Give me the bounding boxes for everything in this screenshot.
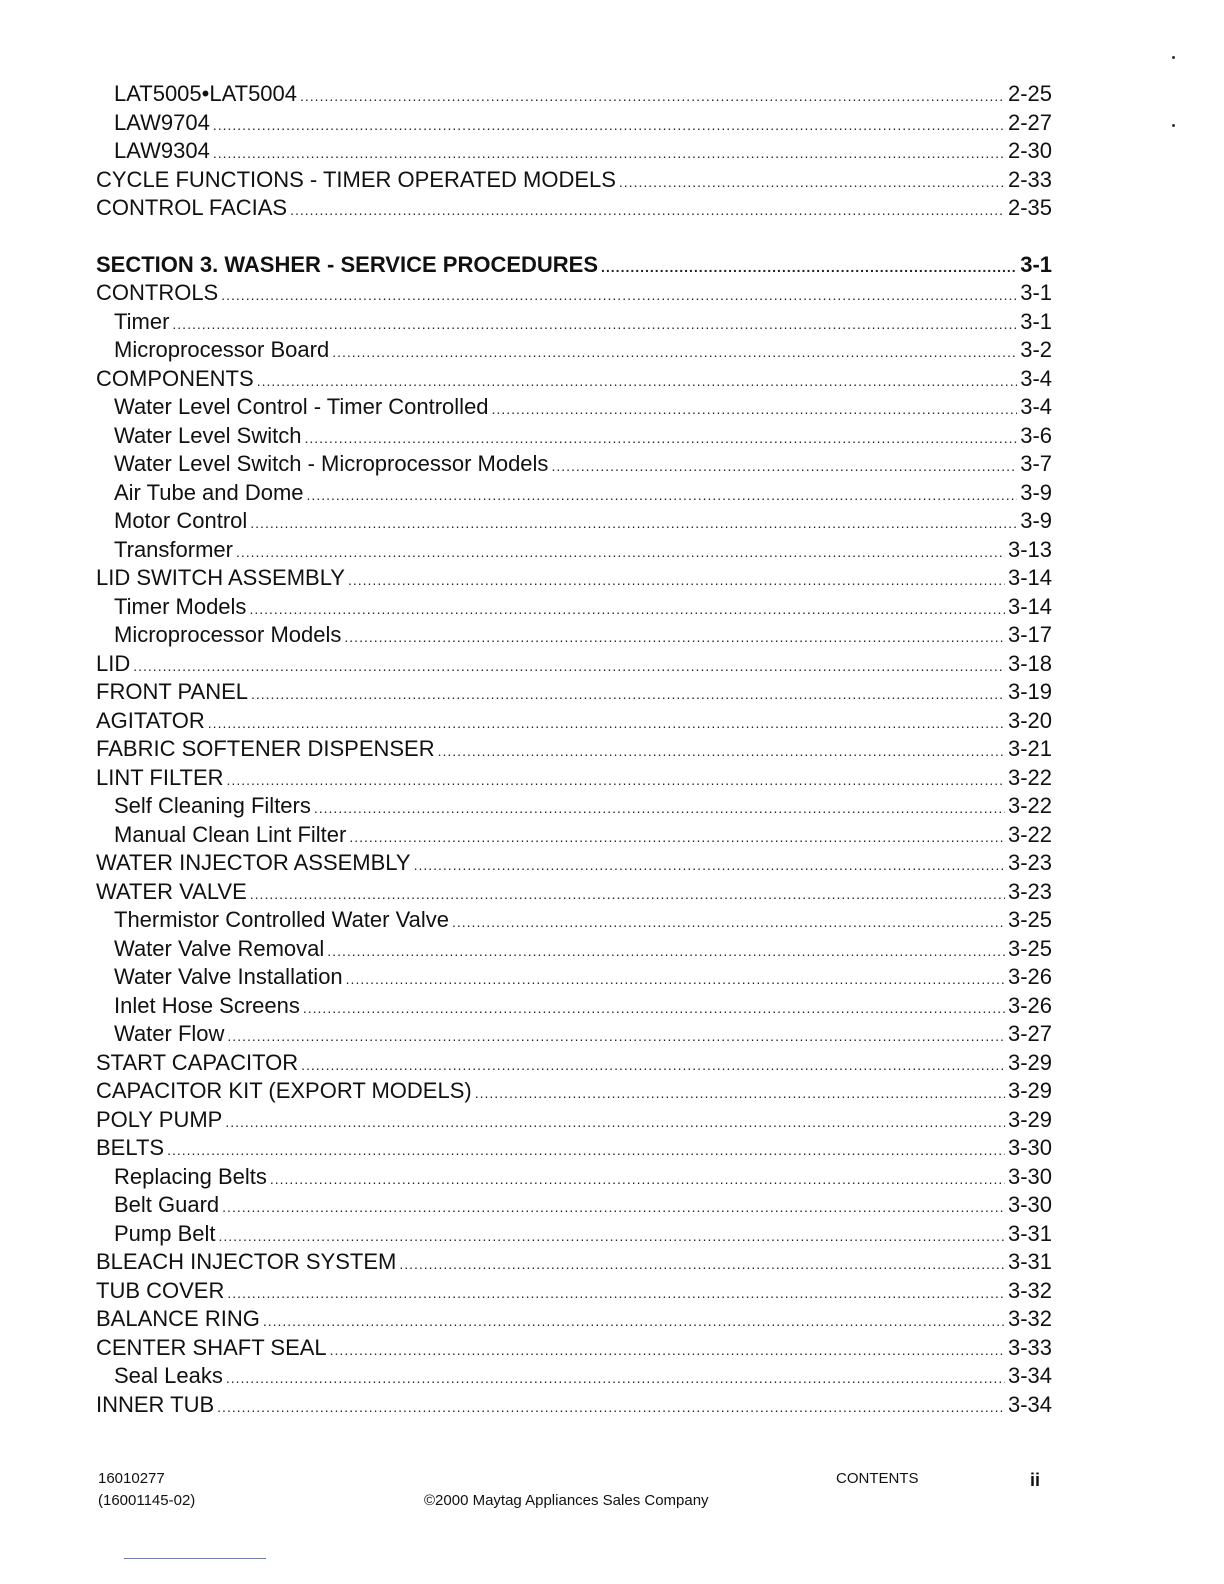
toc-entry[interactable] [96,1049,1052,1078]
dot-leader [167,1136,1005,1165]
dot-leader [619,168,1005,197]
toc-entry[interactable] [96,906,1052,935]
toc-entry[interactable] [96,109,1052,138]
toc-entry-label: LID [96,650,131,676]
toc-entry-page: 2-25 [1007,81,1052,106]
toc-entry-page: 3-1 [1020,308,1052,334]
toc-entry-page: 3-22 [1007,793,1052,818]
dot-leader [213,111,1005,140]
toc-entry-page: 3-25 [1007,907,1052,932]
dot-leader [438,737,1005,766]
dot-leader [327,937,1005,966]
toc-entry-page: 3-32 [1007,1306,1052,1331]
dot-leader [249,595,1005,624]
dot-leader [399,1250,1005,1279]
toc-entry[interactable] [96,1106,1052,1135]
toc-entry-label: LAW9304 [114,138,210,163]
toc-entry-page: 3-22 [1007,821,1052,847]
toc-entry-label: WATER INJECTOR ASSEMBLY [96,850,411,875]
toc-entry[interactable] [96,764,1052,793]
dot-leader [257,367,1018,396]
toc-entry[interactable] [96,735,1052,764]
dot-leader [330,1336,1005,1365]
dot-leader [303,994,1005,1023]
toc-entry-label: CENTER SHAFT SEAL [96,1334,327,1360]
toc-entry-label: Water Valve Installation [114,964,343,989]
dot-leader [208,709,1005,738]
toc-entry[interactable] [96,707,1052,736]
dot-leader [226,1364,1005,1393]
dot-leader [221,281,1017,310]
toc-entry-label: INNER TUB [96,1391,215,1417]
dot-leader [217,1393,1005,1422]
toc-entry-page: 2-35 [1007,195,1052,220]
toc-entry-page: 3-6 [1020,422,1052,448]
toc-entry[interactable] [96,137,1052,166]
toc-entry[interactable] [96,963,1052,992]
toc-entry-page: 3-18 [1007,650,1052,676]
toc-entry[interactable] [96,650,1052,679]
toc-entry-page: 3-29 [1007,1049,1052,1075]
toc-entry[interactable] [96,1077,1052,1106]
toc-entry-label: Water Level Control - Timer Controlled [114,394,489,419]
toc-entry-page: 3-27 [1007,1021,1052,1046]
toc-entry-label: LINT FILTER [96,764,224,790]
toc-entry[interactable] [96,593,1052,622]
toc-entry-label: Replacing Belts [114,1163,267,1189]
toc-entry-page: 3-25 [1007,935,1052,961]
toc-entry-page: 3-17 [1007,622,1052,647]
toc-entry-page: 3-26 [1007,992,1052,1018]
toc-entry-label: Motor Control [114,508,248,533]
toc-entry[interactable] [96,279,1052,308]
toc-entry-page: 3-30 [1007,1163,1052,1189]
footer-section-label: CONTENTS [836,1470,919,1487]
copyright-notice: ©2000 Maytag Appliances Sales Company [424,1492,709,1509]
toc-entry-page: 3-23 [1007,878,1052,904]
toc-entry-label: SECTION 3. WASHER - SERVICE PROCEDURES [96,251,599,277]
toc-entry-page: 3-30 [1007,1192,1052,1217]
toc-entry-label: Seal Leaks [114,1363,223,1388]
toc-entry-label: Water Flow [114,1021,225,1046]
toc-entry-label: POLY PUMP [96,1106,223,1132]
toc-entry-page: 3-1 [1020,251,1052,277]
dot-leader [344,623,1005,652]
toc-entry[interactable] [96,878,1052,907]
toc-entry-label: Microprocessor Board [114,337,330,362]
toc-entry[interactable] [96,194,1052,223]
dot-leader [219,1222,1005,1251]
dot-leader [172,310,1017,339]
dot-leader [222,1193,1005,1222]
toc-entry-page: 3-23 [1007,850,1052,875]
toc-entry[interactable] [96,1134,1052,1163]
toc-entry-page: 3-22 [1007,764,1052,790]
dot-leader [304,424,1017,453]
toc-entry[interactable] [96,564,1052,593]
toc-entry-page: 3-4 [1020,365,1052,391]
toc-entry[interactable] [96,80,1052,109]
dot-leader [270,1165,1005,1194]
scan-speck [1172,56,1175,59]
toc-entry-label: LAT5005•LAT5004 [114,81,298,106]
toc-entry[interactable] [96,992,1052,1021]
dot-leader [452,908,1005,937]
toc-entry-label: Water Level Switch [114,422,302,448]
toc-entry-page: 2-30 [1007,138,1052,163]
toc-entry-label: Air Tube and Dome [114,479,304,505]
toc-entry-page: 2-33 [1007,166,1052,192]
toc-entry[interactable] [96,1248,1052,1277]
toc-entry[interactable] [96,678,1052,707]
toc-entry-page: 3-34 [1007,1363,1052,1388]
scan-speck [1172,124,1175,127]
toc-entry[interactable] [96,1163,1052,1192]
toc-entry-page: 3-7 [1020,451,1052,476]
dot-leader [414,851,1005,880]
document-number: 16010277 [98,1470,165,1487]
dot-leader [133,652,1005,681]
dot-leader [349,823,1005,852]
toc-entry[interactable] [96,1362,1052,1391]
toc-entry[interactable] [96,536,1052,565]
toc-entry-label: Timer Models [114,593,247,619]
toc-entry-label: AGITATOR [96,707,205,733]
toc-entry-label: TUB COVER [96,1277,225,1303]
toc-entry[interactable] [96,1220,1052,1249]
dot-leader [251,680,1005,709]
toc-entry[interactable] [96,1334,1052,1363]
toc-entry-label: LAW9704 [114,109,210,135]
toc-entry[interactable] [96,849,1052,878]
dot-leader [601,253,1017,282]
dot-leader [227,1022,1005,1051]
dot-leader [213,139,1005,168]
dot-leader [332,338,1017,367]
toc-entry-label: Belt Guard [114,1192,220,1217]
toc-entry[interactable] [96,1191,1052,1220]
toc-entry-page: 3-29 [1007,1106,1052,1132]
toc-entry-page: 2-27 [1007,109,1052,135]
toc-entry[interactable] [96,393,1052,422]
toc-entry-page: 3-9 [1020,508,1052,533]
dot-leader [227,766,1005,795]
dot-leader [307,481,1018,510]
toc-entry[interactable] [96,1277,1052,1306]
toc-entry-label: COMPONENTS [96,365,254,391]
toc-entry-page: 3-29 [1007,1078,1052,1103]
dot-leader [314,794,1005,823]
toc-entry-label: Pump Belt [114,1220,216,1246]
dot-leader [551,452,1017,481]
toc-entry[interactable] [96,1391,1052,1420]
toc-entry-page: 3-9 [1020,479,1052,505]
toc-entry-label: Transformer [114,536,233,562]
toc-entry-label: Water Valve Removal [114,935,325,961]
toc-entry-label: CONTROLS [96,280,219,305]
toc-entry-page: 3-13 [1007,536,1052,562]
toc-entry[interactable] [96,450,1052,479]
toc-entry[interactable] [96,621,1052,650]
toc-entry-page: 3-2 [1020,337,1052,362]
toc-entry-label: BALANCE RING [96,1306,260,1331]
toc-entry-label: Thermistor Controlled Water Valve [114,907,449,932]
document-alt-number: (16001145-02) [98,1492,196,1509]
toc-entry-page: 3-20 [1007,707,1052,733]
toc-entry-page: 3-26 [1007,964,1052,989]
dot-leader [227,1279,1005,1308]
toc-entry-page: 3-31 [1007,1220,1052,1246]
toc-entry-page: 3-30 [1007,1135,1052,1160]
toc-entry[interactable] [96,935,1052,964]
toc-entry-label: LID SWITCH ASSEMBLY [96,565,345,590]
page-number: ii [1030,1470,1041,1490]
toc-entry[interactable] [96,1020,1052,1049]
toc-entry-page: 3-31 [1007,1249,1052,1274]
toc-entry-label: CAPACITOR KIT (EXPORT MODELS) [96,1078,472,1103]
toc-entry[interactable] [96,251,1052,280]
dot-leader [225,1108,1005,1137]
dot-leader [492,395,1018,424]
toc-entry[interactable] [96,792,1052,821]
toc-entry-page: 3-14 [1007,565,1052,590]
toc-entry-label: Microprocessor Models [114,622,342,647]
toc-entry-page: 3-33 [1007,1334,1052,1360]
toc-entry-label: Water Level Switch - Microprocessor Models [114,451,549,476]
toc-entry-label: WATER VALVE [96,878,247,904]
dot-leader [348,566,1005,595]
toc-entry[interactable] [96,308,1052,337]
toc-entry[interactable] [96,821,1052,850]
dot-leader [301,1051,1005,1080]
toc-entry[interactable] [96,507,1052,536]
toc-entry[interactable] [96,166,1052,195]
toc-entry-page: 3-14 [1007,593,1052,619]
toc-entry-page: 3-32 [1007,1277,1052,1303]
toc-entry[interactable] [96,365,1052,394]
dot-leader [250,880,1005,909]
toc-entry[interactable] [96,336,1052,365]
toc-entry-label: BELTS [96,1135,165,1160]
toc-entry-page: 3-1 [1020,280,1052,305]
toc-entry-page: 3-4 [1020,394,1052,419]
toc-entry-label: BLEACH INJECTOR SYSTEM [96,1249,397,1274]
dot-leader [475,1079,1005,1108]
dot-leader [300,82,1005,111]
toc-entry-label: START CAPACITOR [96,1049,299,1075]
toc-entry-page: 3-21 [1007,736,1052,761]
scan-artifact-line [124,1558,266,1559]
table-of-contents [96,80,1052,1419]
toc-entry-label: FRONT PANEL [96,679,248,704]
toc-entry[interactable] [96,422,1052,451]
dot-leader [236,538,1005,567]
toc-entry-label: CYCLE FUNCTIONS - TIMER OPERATED MODELS [96,166,616,192]
toc-entry-label: FABRIC SOFTENER DISPENSER [96,736,435,761]
dot-leader [250,509,1017,538]
toc-entry-label: Manual Clean Lint Filter [114,821,347,847]
dot-leader [346,965,1005,994]
dot-leader [290,196,1005,225]
toc-entry-label: CONTROL FACIAS [96,195,288,220]
toc-entry-page: 3-34 [1007,1391,1052,1417]
toc-entry-label: Timer [114,308,170,334]
toc-entry[interactable] [96,1305,1052,1334]
toc-entry[interactable] [96,479,1052,508]
toc-entry-label: Self Cleaning Filters [114,793,311,818]
toc-entry-label: Inlet Hose Screens [114,992,300,1018]
dot-leader [263,1307,1005,1336]
toc-entry-page: 3-19 [1007,679,1052,704]
